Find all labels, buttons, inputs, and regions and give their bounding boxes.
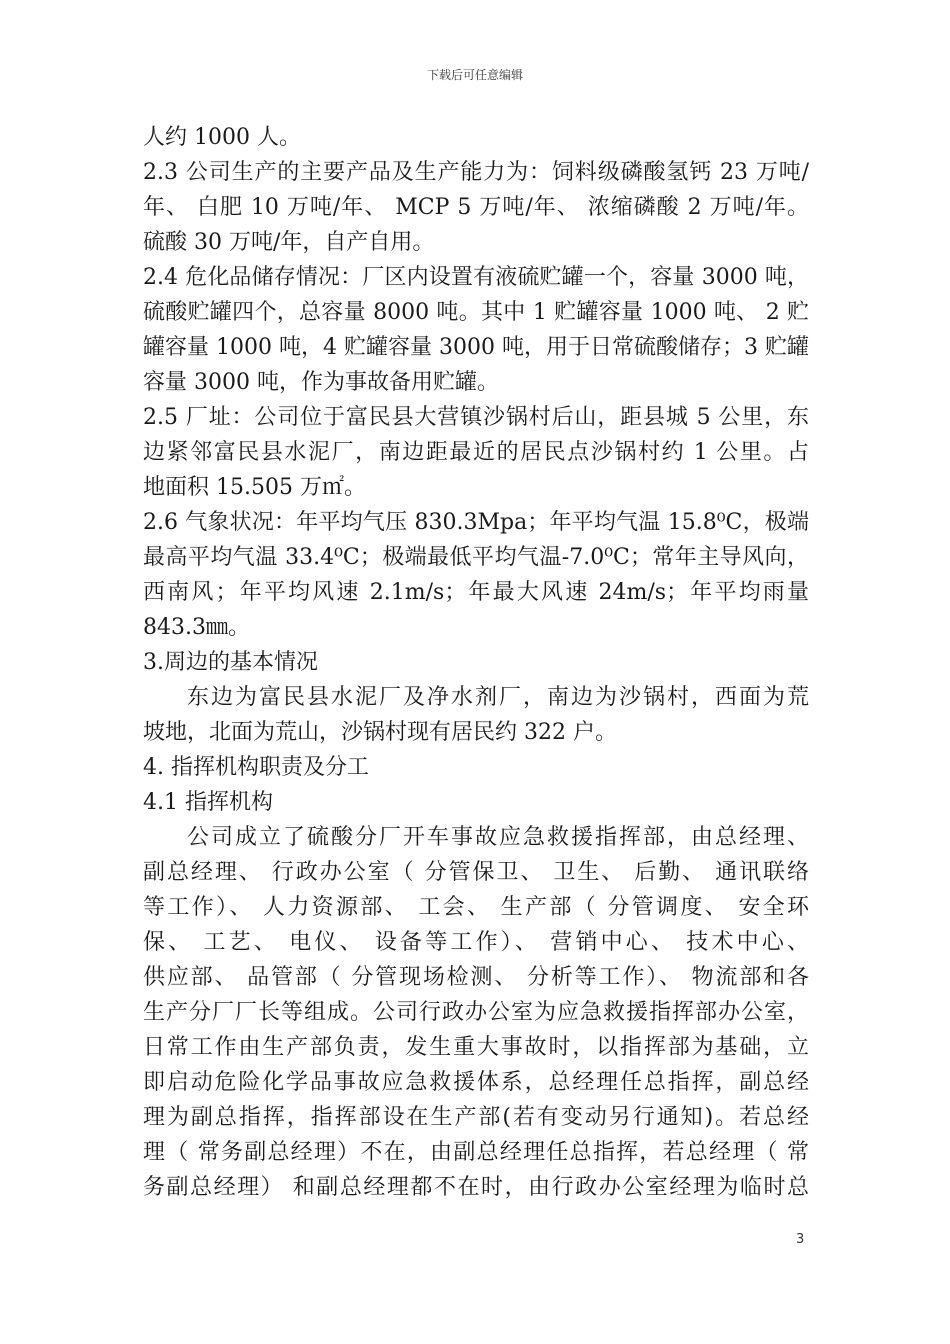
text-line: 副总经理、 行政办公室（ 分管保卫、 卫生、 后勤、 通讯联络 [143,860,809,885]
text-line: 容量 3000 吨，作为事故备用贮罐。 [143,370,499,395]
text-line: 硫酸贮罐四个，总容量 8000 吨。其中 1 贮罐容量 1000 吨、 2 贮 [143,300,809,325]
text-line: 西南风；年平均风速 2.1m/s；年最大风速 24m/s；年平均雨量 [143,580,809,605]
text-line: 务副总经理） 和副总经理都不在时，由行政办公室经理为临时总 [143,1175,809,1200]
text-line: 最高平均气温 33.4⁰C；极端最低平均气温-7.0⁰C；常年主导风向， [143,545,809,570]
text-line: 保、 工艺、 电仪、 设备等工作）、 营销中心、 技术中心、 [143,930,809,955]
text-line: 4.1 指挥机构 [143,790,273,815]
text-line: 公司成立了硫酸分厂开车事故应急救援指挥部，由总经理、 [187,825,809,850]
text-line: 年、 白肥 10 万吨/年、 MCP 5 万吨/年、 浓缩磷酸 2 万吨/年。 [143,195,809,220]
text-line: 理（ 常务副总经理）不在，由副总经理任总指挥，若总经理（ 常 [143,1140,809,1165]
text-line: 理为副总指挥，指挥部设在生产部(若有变动另行通知)。若总经 [143,1105,809,1130]
text-line: 2.6 气象状况：年平均气压 830.3Mpa；年平均气温 15.8⁰C，极端 [143,510,809,535]
text-line: 3.周边的基本情况 [143,650,318,675]
text-line: 生产分厂厂长等组成。公司行政办公室为应急救援指挥部办公室， [143,1000,809,1025]
text-line: 人约 1000 人。 [143,125,301,150]
text-line: 843.3㎜。 [143,615,250,640]
text-line: 东边为富民县水泥厂及净水剂厂，南边为沙锅村，西面为荒 [187,685,809,710]
text-line: 罐容量 1000 吨，4 贮罐容量 3000 吨，用于日常硫酸储存；3 贮罐 [143,335,809,360]
text-line: 4. 指挥机构职责及分工 [143,755,369,780]
text-line: 边紧邻富民县水泥厂，南边距最近的居民点沙锅村约 1 公里。占 [143,440,809,465]
text-line: 地面积 15.505 万㎡。 [143,475,366,500]
page-number: 3 [796,1232,805,1247]
page-header: 下载后可任意编辑 [426,68,523,82]
text-line: 硫酸 30 万吨/年，自产自用。 [143,230,435,255]
text-line: 2.5 厂址：公司位于富民县大营镇沙锅村后山，距县城 5 公里，东 [143,405,809,430]
text-line: 供应部、 品管部（ 分管现场检测、 分析等工作）、 物流部和各 [143,965,809,990]
text-line: 日常工作由生产部负责，发生重大事故时，以指挥部为基础，立 [143,1035,809,1060]
text-line: 即启动危险化学品事故应急救援体系，总经理任总指挥，副总经 [143,1070,809,1095]
document-body [143,120,809,1205]
text-line: 2.4 危化品储存情况：厂区内设置有液硫贮罐一个，容量 3000 吨， [143,265,809,290]
text-line: 坡地，北面为荒山，沙锅村现有居民约 322 户。 [143,720,617,745]
text-line: 2.3 公司生产的主要产品及生产能力为：饲料级磷酸氢钙 23 万吨/ [143,160,809,185]
text-line: 等工作）、 人力资源部、 工会、 生产部（ 分管调度、 安全环 [143,895,809,920]
